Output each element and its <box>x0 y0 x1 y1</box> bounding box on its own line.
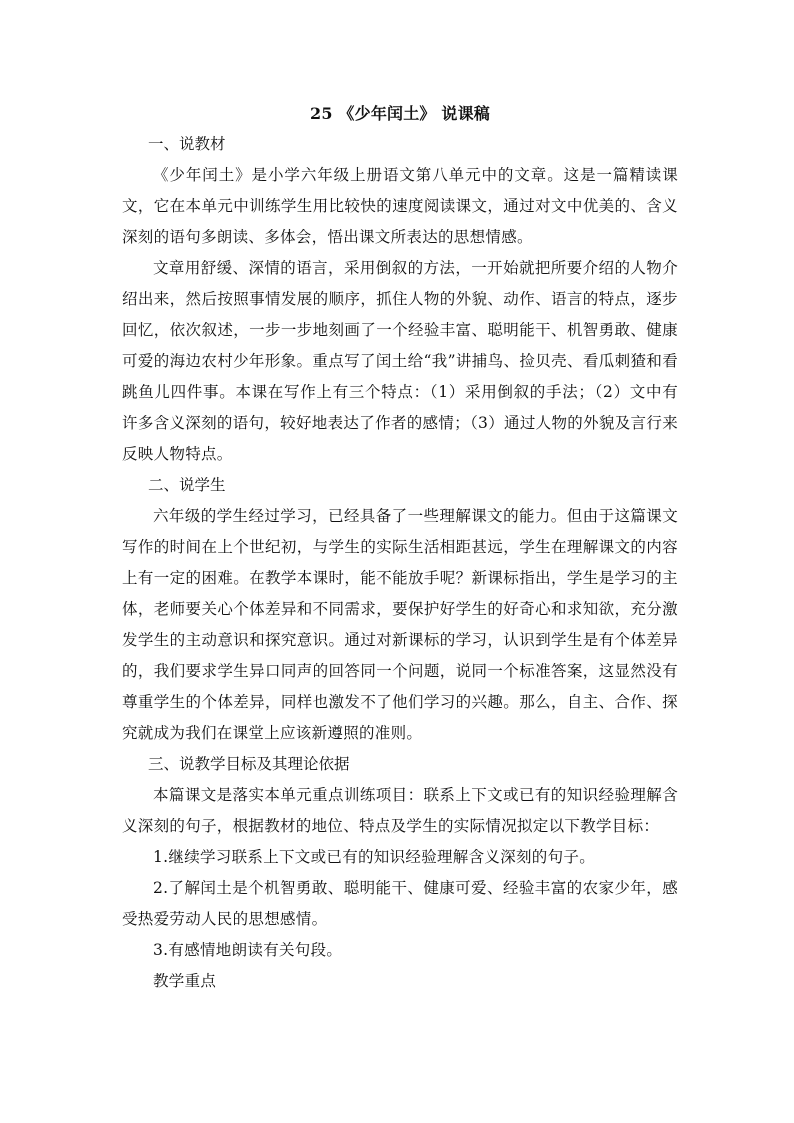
paragraph-textbook-intro: 《少年闰土》是小学六年级上册语文第八单元中的文章。这是一篇精读课文，它在本单元中训练学生用比较快的速度阅读课文，通过对文中优美的、含义深刻的语句多朗读、多体会，悟出课文所表达的思想情感。 <box>122 166 678 246</box>
paragraph-objectives-intro: 本篇课文是落实本单元重点训练项目：联系上下文或已有的知识经验理解含义深刻的句子，根据教材的地位、特点及学生的实际情况拟定以下教学目标： <box>122 786 678 835</box>
page-title: 25 《少年闰土》 说课稿 <box>309 104 490 123</box>
objective-item-3: 3.有感情地朗读有关句段。 <box>153 941 343 959</box>
section-heading-objectives: 三、说教学目标及其理论依据 <box>148 755 350 773</box>
section-heading-textbook: 一、说教材 <box>148 135 226 153</box>
objective-item-2: 2.了解闰土是个机智勇敢、聪明能干、健康可爱、经验丰富的农家少年，感受热爱劳动人民的思想感情。 <box>122 879 678 928</box>
teaching-focus-label: 教学重点 <box>153 972 217 990</box>
objective-item-1: 1.继续学习联系上下文或已有的知识经验理解含义深刻的句子。 <box>153 848 595 866</box>
paragraph-students: 六年级的学生经过学习，已经具备了一些理解课文的能力。但由于这篇课文写作的时间在上个世纪初，与学生的实际生活相距甚远，学生在理解课文的内容上有一定的困难。在教学本课时，能不能放手呢？新课标指出，学生是学习的主体，老师要关心个体差异和不同需求，要保护好学生的好奇心和求知欲，充分激发学生的主动意识和探究意识。通过对新课标的学习，认识到学生是有个体差异的，我们要求学生异口同声的回答同一个问题，说同一个标准答案，这显然没有尊重学生的个体差异，同样也激发不了他们学习的兴趣。那么，自主、合作、探究就成为我们在课堂上应该新遵照的准则。 <box>122 507 678 742</box>
section-heading-students: 二、说学生 <box>148 476 226 494</box>
paragraph-textbook-analysis: 文章用舒缓、深情的语言，采用倒叙的方法，一开始就把所要介绍的人物介绍出来，然后按照事情发展的顺序，抓住人物的外貌、动作、语言的特点，逐步回忆，依次叙述，一步一步地刻画了一个经验丰富、聪明能干、机智勇敢、健康可爱的海边农村少年形象。重点写了闰土给“我”讲捕鸟、捡贝壳、看瓜刺猹和看跳鱼儿四件事。本课在写作上有三个特点：（1）采用倒叙的手法；（2）文中有许多含义深刻的语句，较好地表达了作者的感情；（3）通过人物的外貌及言行来反映人物特点。 <box>122 259 678 463</box>
document-body <box>122 99 678 997</box>
